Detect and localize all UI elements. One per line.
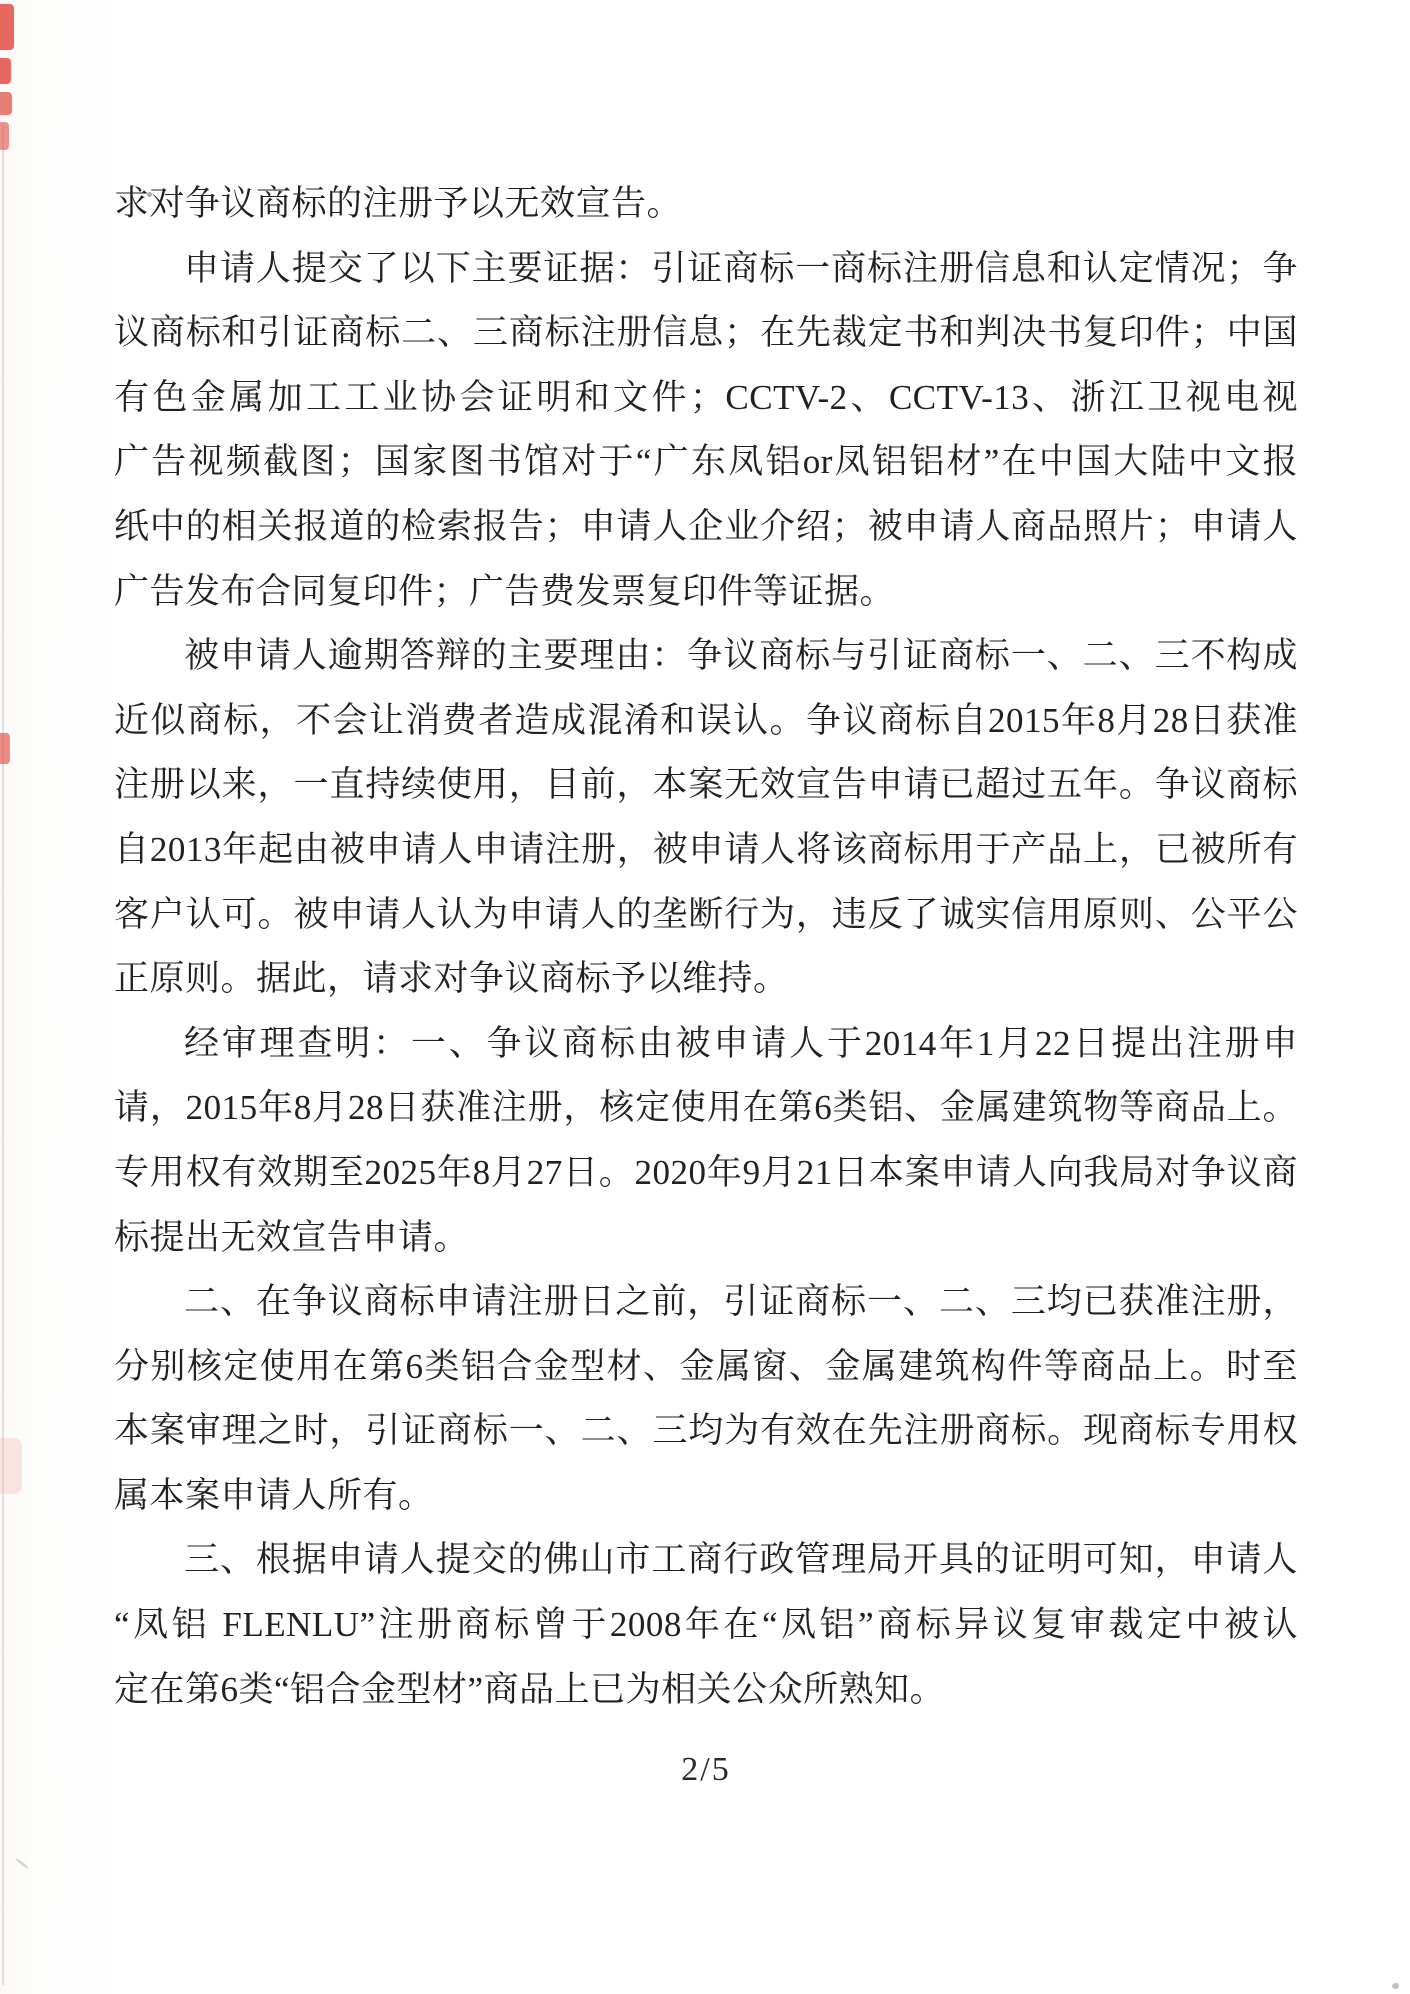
text-line: 议商标和引证商标二、三商标注册信息；在先裁定书和判决书复印件；中国	[114, 313, 1298, 353]
text-line: 注册以来，一直持续使用，目前，本案无效宣告申请已超过五年。争议商标	[114, 765, 1298, 805]
red-edge-mark	[0, 4, 14, 50]
text-line: 求对争议商标的注册予以无效宣告。	[114, 184, 683, 223]
text-line: 自2013年起由被申请人申请注册，被申请人将该商标用于产品上，已被所有	[114, 829, 1298, 869]
red-edge-mark	[0, 122, 9, 150]
text-line: 纸中的相关报道的检索报告；申请人企业介绍；被申请人商品照片；申请人	[114, 506, 1298, 546]
text-line: 本案审理之时，引证商标一、二、三均为有效在先注册商标。现商标专用权	[114, 1411, 1298, 1451]
red-edge-mark	[0, 733, 10, 764]
text-line: 广告视频截图；国家图书馆对于“广东凤铝or凤铝铝材”在中国大陆中文报	[114, 442, 1298, 482]
text-line: 有色金属加工工业协会证明和文件；CCTV-2、CCTV-13、浙江卫视电视	[114, 377, 1298, 417]
text-line: 被申请人逾期答辩的主要理由：争议商标与引证商标一、二、三不构成	[184, 636, 1298, 676]
text-line: 三、根据申请人提交的佛山市工商行政管理局开具的证明可知，申请人	[184, 1540, 1298, 1580]
text-line: 申请人提交了以下主要证据：引证商标一商标注册信息和认定情况；争	[184, 248, 1298, 288]
text-line: 请，2015年8月28日获准注册，核定使用在第6类铝、金属建筑物等商品上。	[114, 1088, 1298, 1128]
text-line: 经审理查明：一、争议商标由被申请人于2014年1月22日提出注册申	[184, 1023, 1298, 1063]
text-line: 定在第6类“铝合金型材”商品上已为相关公众所熟知。	[114, 1669, 946, 1709]
text-line: 客户认可。被申请人认为申请人的垄断行为，违反了诚实信用原则、公平公	[114, 894, 1298, 934]
text-line: 正原则。据此，请求对争议商标予以维持。	[114, 959, 789, 999]
red-edge-mark	[0, 58, 11, 84]
text-line: 近似商标，不会让消费者造成混淆和误认。争议商标自2015年8月28日获准	[114, 700, 1298, 740]
text-line: 广告发布合同复印件；广告费发票复印件等证据。	[114, 571, 896, 611]
scan-speck	[15, 1857, 29, 1869]
red-edge-mark	[0, 92, 12, 115]
scan-edge-line	[2, 125, 4, 1985]
text-line: 专用权有效期至2025年8月27日。2020年9月21日本案申请人向我局对争议商	[114, 1152, 1298, 1192]
document-body	[114, 172, 1298, 1722]
text-line: 二、在争议商标申请注册日之前，引证商标一、二、三均已获准注册，	[184, 1282, 1298, 1322]
text-line: 分别核定使用在第6类铝合金型材、金属窗、金属建筑构件等商品上。时至	[114, 1346, 1298, 1386]
page-number: 2/5	[681, 1751, 731, 1788]
pink-edge-smudge	[0, 1438, 22, 1494]
text-line: 属本案申请人所有。	[114, 1475, 434, 1515]
text-line: 标提出无效宣告申请。	[114, 1217, 470, 1257]
scan-speck	[1392, 1983, 1399, 1989]
text-line: “凤铝 FLENLU”注册商标曾于2008年在“凤铝”商标异议复审裁定中被认	[114, 1605, 1298, 1645]
